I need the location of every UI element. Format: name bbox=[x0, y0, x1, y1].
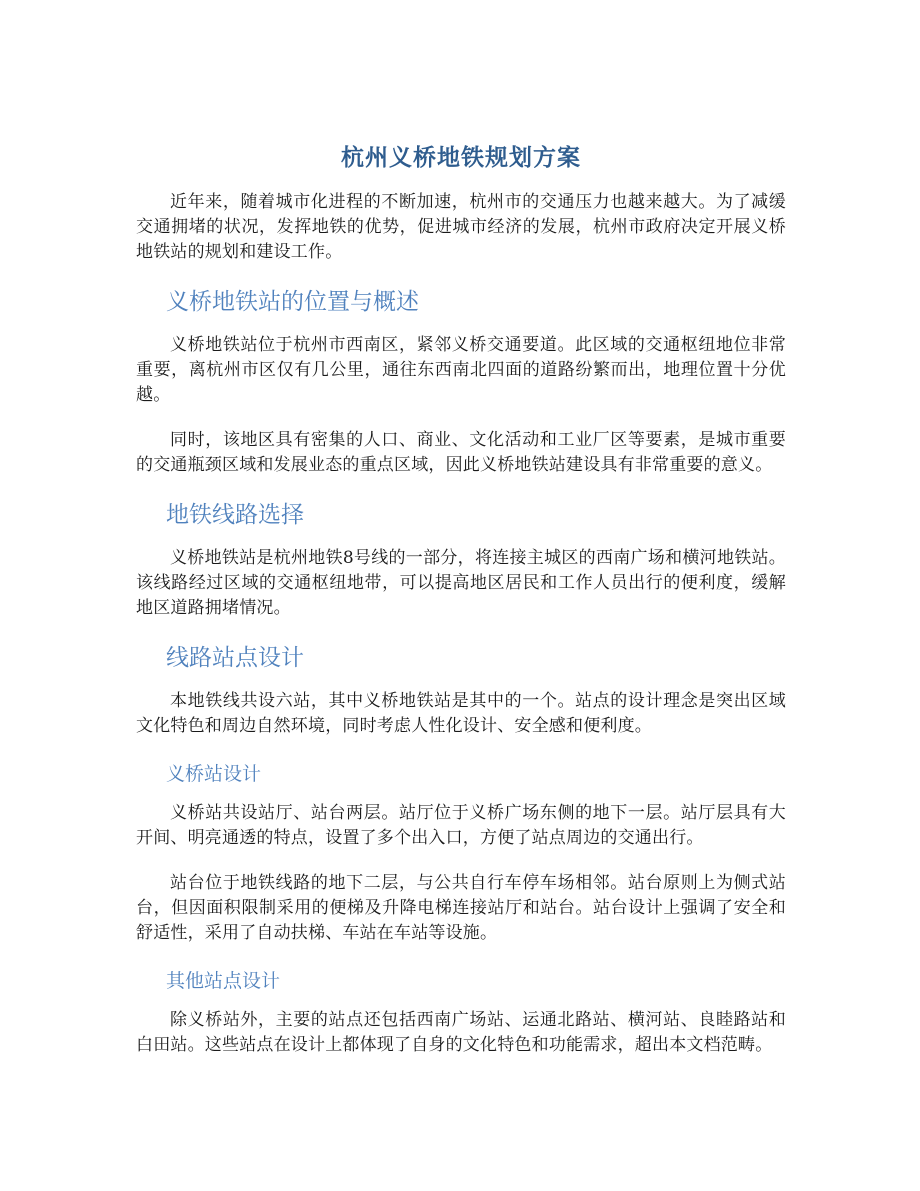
document-page bbox=[136, 140, 786, 1078]
document-title: 杭州义桥地铁规划方案 bbox=[341, 145, 581, 171]
subsection-heading-other: 其他站点设计 bbox=[166, 970, 281, 992]
intro-paragraph: 近年来，随着城市化进程的不断加速，杭州市的交通压力也越来越大。为了减缓交通拥堵的状况，发挥地铁的优势，促进城市经济的发展，杭州市政府决定开展义桥地铁站的规划和建设工作。 bbox=[136, 192, 786, 262]
route-paragraph: 义桥地铁站是杭州地铁8号线的一部分，将连接主城区的西南广场和横河地铁站。该线路经过区域的交通枢纽地带，可以提高地区居民和工作人员出行的便利度，缓解地区道路拥堵情况。 bbox=[136, 548, 786, 618]
location-paragraph-1: 义桥地铁站位于杭州市西南区，紧邻义桥交通要道。此区域的交通枢纽地位非常重要，离杭州市区仅有几公里，通往东西南北四面的道路纷繁而出，地理位置十分优越。 bbox=[136, 335, 786, 405]
section-heading-station-design: 线路站点设计 bbox=[166, 645, 304, 671]
location-paragraph-2: 同时，该地区具有密集的人口、商业、文化活动和工业厂区等要素，是城市重要的交通瓶颈区域和发展业态的重点区域，因此义桥地铁站建设具有非常重要的意义。 bbox=[136, 430, 786, 475]
section-heading-route: 地铁线路选择 bbox=[166, 502, 304, 528]
subsection-heading-yiqiao: 义桥站设计 bbox=[166, 763, 262, 785]
yiqiao-paragraph-1: 义桥站共设站厅、站台两层。站厅位于义桥广场东侧的地下一层。站厅层具有大开间、明亮通透的特点，设置了多个出入口，方便了站点周边的交通出行。 bbox=[136, 803, 786, 848]
other-stations-paragraph: 除义桥站外，主要的站点还包括西南广场站、运通北路站、横河站、良睦路站和白田站。这些站点在设计上都体现了自身的文化特色和功能需求，超出本文档范畴。 bbox=[136, 1010, 786, 1055]
yiqiao-paragraph-2: 站台位于地铁线路的地下二层，与公共自行车停车场相邻。站台原则上为侧式站台，但因面积限制采用的便梯及升降电梯连接站厅和站台。站台设计上强调了安全和舒适性，采用了自动扶梯、车站在车站等设施。 bbox=[136, 873, 786, 943]
station-design-paragraph: 本地铁线共设六站，其中义桥地铁站是其中的一个。站点的设计理念是突出区域文化特色和周边自然环境，同时考虑人性化设计、安全感和便利度。 bbox=[136, 691, 786, 736]
section-heading-location: 义桥地铁站的位置与概述 bbox=[166, 289, 419, 315]
